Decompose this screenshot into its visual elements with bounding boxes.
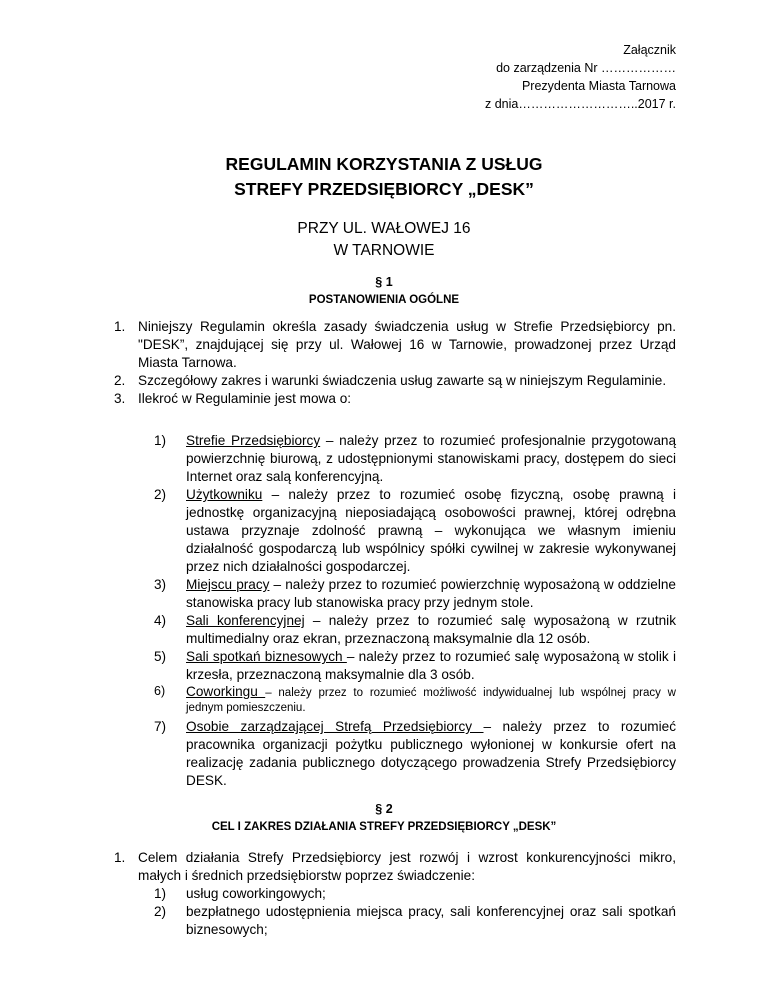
definition-text: – należy przez to rozumieć możliwość indywidualnej lub wspólnej pracy w jednym pomieszczeniu. — [186, 687, 676, 714]
definition-item — [92, 648, 676, 684]
defined-term: Coworkingu — [186, 684, 266, 699]
definition-item — [92, 432, 676, 486]
list-item — [138, 903, 676, 939]
defined-term: Sali konferencyjnej — [186, 613, 305, 628]
item-number: 6) — [154, 684, 166, 698]
definition-text: – należy przez to rozumieć profesjonalnie przygotowaną powierzchnię biurową, z udostępnionymi stanowiskami pracy, dostępem do sieci Internet oraz salą konferencyjną. — [186, 433, 676, 484]
list-item — [92, 390, 676, 408]
item-number: 4) — [154, 613, 167, 628]
item-number: 1) — [154, 433, 167, 448]
definition-text: – należy przez to rozumieć pracownika organizacji pożytku publicznego wyłonionej w konkursie ofert na realizację zadania publicznego dotyczącego prowadzenia Strefy Przedsiębiorcy DESK. — [186, 719, 676, 788]
section-2-number: § 2 — [375, 802, 393, 816]
definition-text: – należy przez to rozumieć salę wyposażoną w rzutnik multimedialny oraz ekran, przeznaczoną maksymalnie dla 12 osób. — [186, 613, 676, 646]
section-1-number: § 1 — [375, 275, 393, 289]
section-1-heading: POSTANOWIENIA OGÓLNE — [308, 294, 460, 306]
title-line-2: STREFY PRZEDSIĘBIORCY „DESK” — [234, 179, 534, 199]
item-number: 2) — [154, 487, 167, 502]
item-text: Niniejszy Regulamin określa zasady świadczenia usług w Strefie Przedsiębiorcy pn. "DESK”, znajdującej się przy ul. Wałowej 16 w Tarnowie, prowadzonej przez Urząd Miasta Tarnowa. — [138, 319, 676, 370]
attachment-note — [485, 41, 676, 113]
item-number: 2. — [114, 373, 126, 388]
definition-text: – należy przez to rozumieć powierzchnię wyposażoną w oddzielne stanowiska pracy lub stanowiska pracy przy jednym stole. — [186, 577, 676, 610]
ordinance-number: do zarządzenia Nr ……………… — [496, 61, 676, 75]
defined-term: Osobie zarządzającej Strefą Przedsiębiorcy — [186, 719, 484, 734]
list-item — [92, 318, 676, 372]
section-2-sublist — [138, 885, 676, 939]
definition-item — [92, 576, 676, 612]
section-1-list — [92, 318, 676, 408]
definition-item — [92, 486, 676, 576]
item-number: 3) — [154, 577, 167, 592]
defined-term: Użytkowniku — [186, 487, 263, 502]
list-item — [92, 849, 676, 885]
item-number: 1. — [114, 850, 126, 865]
definitions-list — [92, 432, 676, 790]
attachment-label: Załącznik — [623, 43, 676, 57]
list-item — [92, 372, 676, 390]
defined-term: Miejscu pracy — [186, 577, 270, 592]
document-subtitle — [0, 218, 768, 262]
issue-date: z dnia………………………..2017 r. — [484, 97, 676, 111]
item-number: 1) — [154, 886, 167, 901]
item-number: 7) — [154, 719, 167, 734]
definition-text: – należy przez to rozumieć osobę fizyczną, osobę prawną i jednostkę organizacyjną nieposiadającą osobowości prawnej, której odrębna ustawa przyznaje zdolność prawną – wykonująca we własnym imieniu działalność gospodarczą lub wspólnicy spółki cywilnej w zakresie wykonywanej przez nich działalności gospodarczej. — [186, 487, 676, 574]
item-text: Ilekroć w Regulaminie jest mowa o: — [138, 391, 352, 406]
title-line-1: REGULAMIN KORZYSTANIA Z USŁUG — [225, 154, 543, 174]
item-text: bezpłatnego udostępnienia miejsca pracy, sali konferencyjnej oraz sali spotkań biznesowych; — [186, 904, 676, 937]
item-number: 5) — [154, 649, 167, 664]
definition-text: – należy przez to rozumieć salę wyposażoną w stolik i krzesła, przeznaczoną maksymalnie dla 3 osób. — [186, 649, 676, 682]
item-number: 3. — [114, 391, 126, 406]
item-text: Szczegółowy zakres i warunki świadczenia usług zawarte są w niniejszym Regulaminie. — [138, 373, 667, 388]
defined-term: Strefie Przedsiębiorcy — [186, 433, 321, 448]
subtitle-line-1: PRZY UL. WAŁOWEJ 16 — [297, 220, 471, 237]
definition-item — [92, 684, 676, 716]
defined-term: Sali spotkań biznesowych — [186, 649, 347, 664]
item-text: Celem działania Strefy Przedsiębiorcy jest rozwój i wzrost konkurencyjności mikro, małych i średnich przedsiębiorstw poprzez świadczenie: — [138, 850, 676, 883]
item-number: 2) — [154, 904, 167, 919]
definition-item — [92, 612, 676, 648]
issuer: Prezydenta Miasta Tarnowa — [521, 79, 676, 93]
item-number: 1. — [114, 319, 126, 334]
subtitle-line-2: W TARNOWIE — [333, 242, 435, 259]
section-2-list — [92, 849, 676, 885]
definition-item — [92, 718, 676, 790]
section-2-heading: CEL I ZAKRES DZIAŁANIA STREFY PRZEDSIĘBIORCY „DESK” — [211, 821, 557, 833]
item-text: usług coworkingowych; — [186, 886, 326, 901]
list-item — [138, 885, 676, 903]
document-title — [0, 152, 768, 202]
